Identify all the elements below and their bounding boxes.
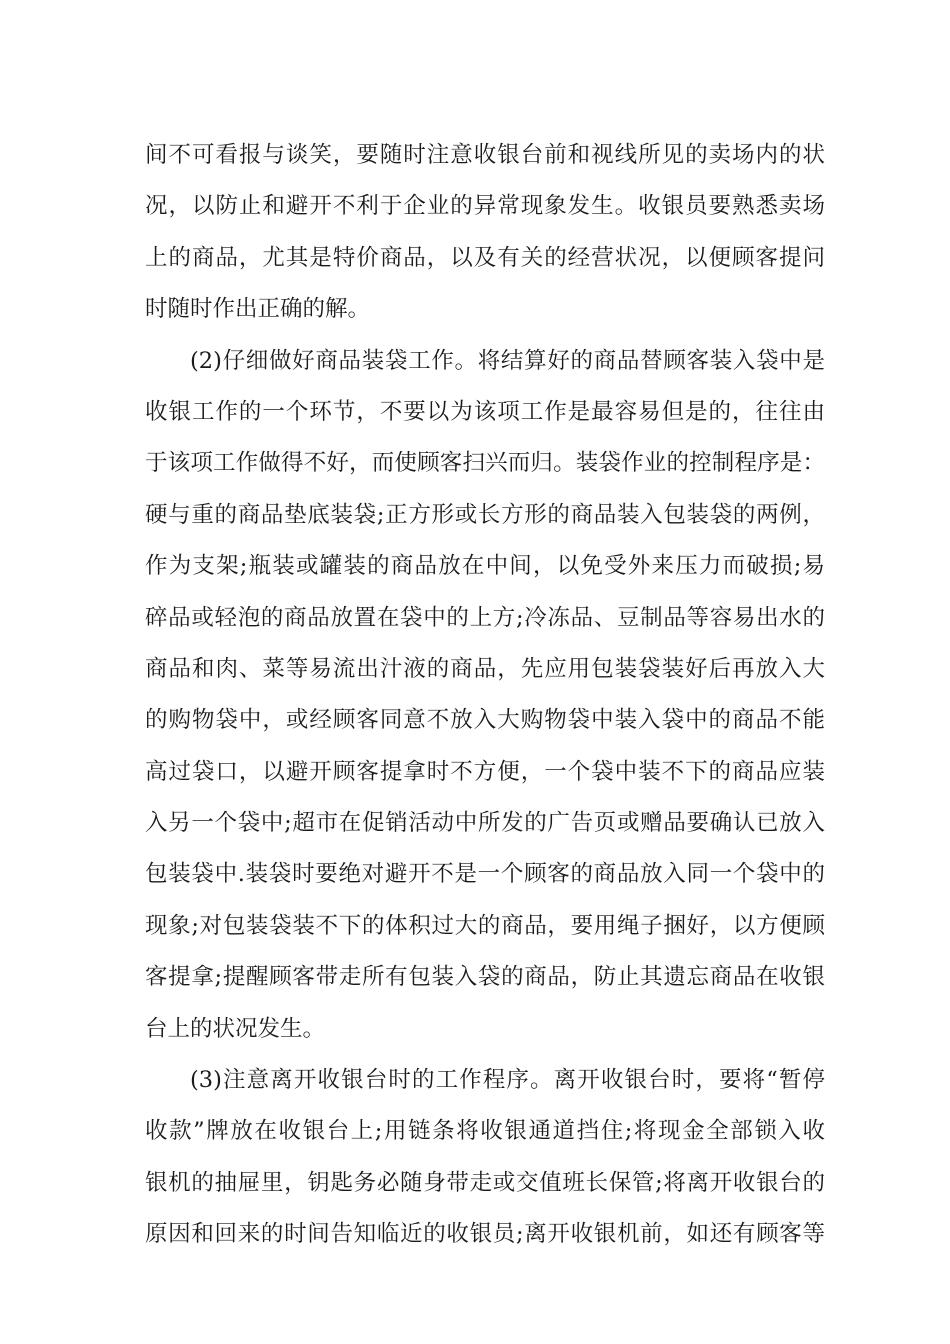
text-line: 包装袋中.装袋时要绝对避开不是一个顾客的商品放入同一个袋中的 — [145, 861, 825, 888]
paragraph-start-line: (2)仔细做好商品装袋工作。将结算好的商品替顾客装入袋中是 — [190, 347, 825, 374]
text-line: 客提拿;提醒顾客带走所有包装入袋的商品，防止其遗忘商品在收银 — [145, 964, 825, 991]
text-line: 硬与重的商品垫底装袋;正方形或长方形的商品装入包装袋的两例， — [145, 501, 825, 528]
text-line: 现象;对包装袋装不下的体积过大的商品，要用绳子捆好，以方便顾 — [145, 912, 825, 939]
text-line: 间不可看报与谈笑，要随时注意收银台前和视线所见的卖场内的状 — [145, 142, 825, 168]
paragraph-start-line: (3)注意离开收银台时的工作程序。离开收银台时，要将“暂停 — [190, 1067, 825, 1094]
text-line: 收银工作的一个环节，不要以为该项工作是最容易但是的，往往由 — [145, 398, 825, 425]
text-line: 的购物袋中，或经顾客同意不放入大购物袋中装入袋中的商品不能 — [145, 707, 825, 734]
text-line: 银机的抽屉里，钥匙务必随身带走或交值班长保管;将离开收银台的 — [145, 1169, 825, 1196]
body-text — [145, 130, 825, 1261]
text-line: 原因和回来的时间告知临近的收银员;离开收银机前，如还有顾客等 — [145, 1221, 825, 1248]
text-line: 于该项工作做得不好，而使顾客扫兴而归。装袋作业的控制程序是： — [145, 450, 825, 477]
text-line: 时随时作出正确的解。 — [145, 296, 371, 323]
text-line: 高过袋口，以避开顾客提拿时不方便，一个袋中装不下的商品应装 — [145, 758, 825, 785]
text-line: 台上的状况发生。 — [145, 1015, 326, 1042]
text-line: 入另一个袋中;超市在促销活动中所发的广告页或赠品要确认已放入 — [145, 810, 825, 837]
text-line: 作为支架;瓶装或罐装的商品放在中间，以免受外来压力而破损;易 — [145, 553, 825, 580]
text-line: 况，以防止和避开不利于企业的异常现象发生。收银员要熟悉卖场 — [145, 193, 825, 220]
text-line: 碎品或轻泡的商品放置在袋中的上方;冷冻品、豆制品等容易出水的 — [145, 604, 825, 631]
text-line: 收款”牌放在收银台上;用链条将收银通道挡住;将现金全部锁入收 — [145, 1118, 825, 1145]
text-line: 上的商品，尤其是特价商品，以及有关的经营状况，以便顾客提问 — [145, 244, 825, 271]
text-line: 商品和肉、菜等易流出汁液的商品，先应用包装袋装好后再放入大 — [145, 655, 825, 682]
